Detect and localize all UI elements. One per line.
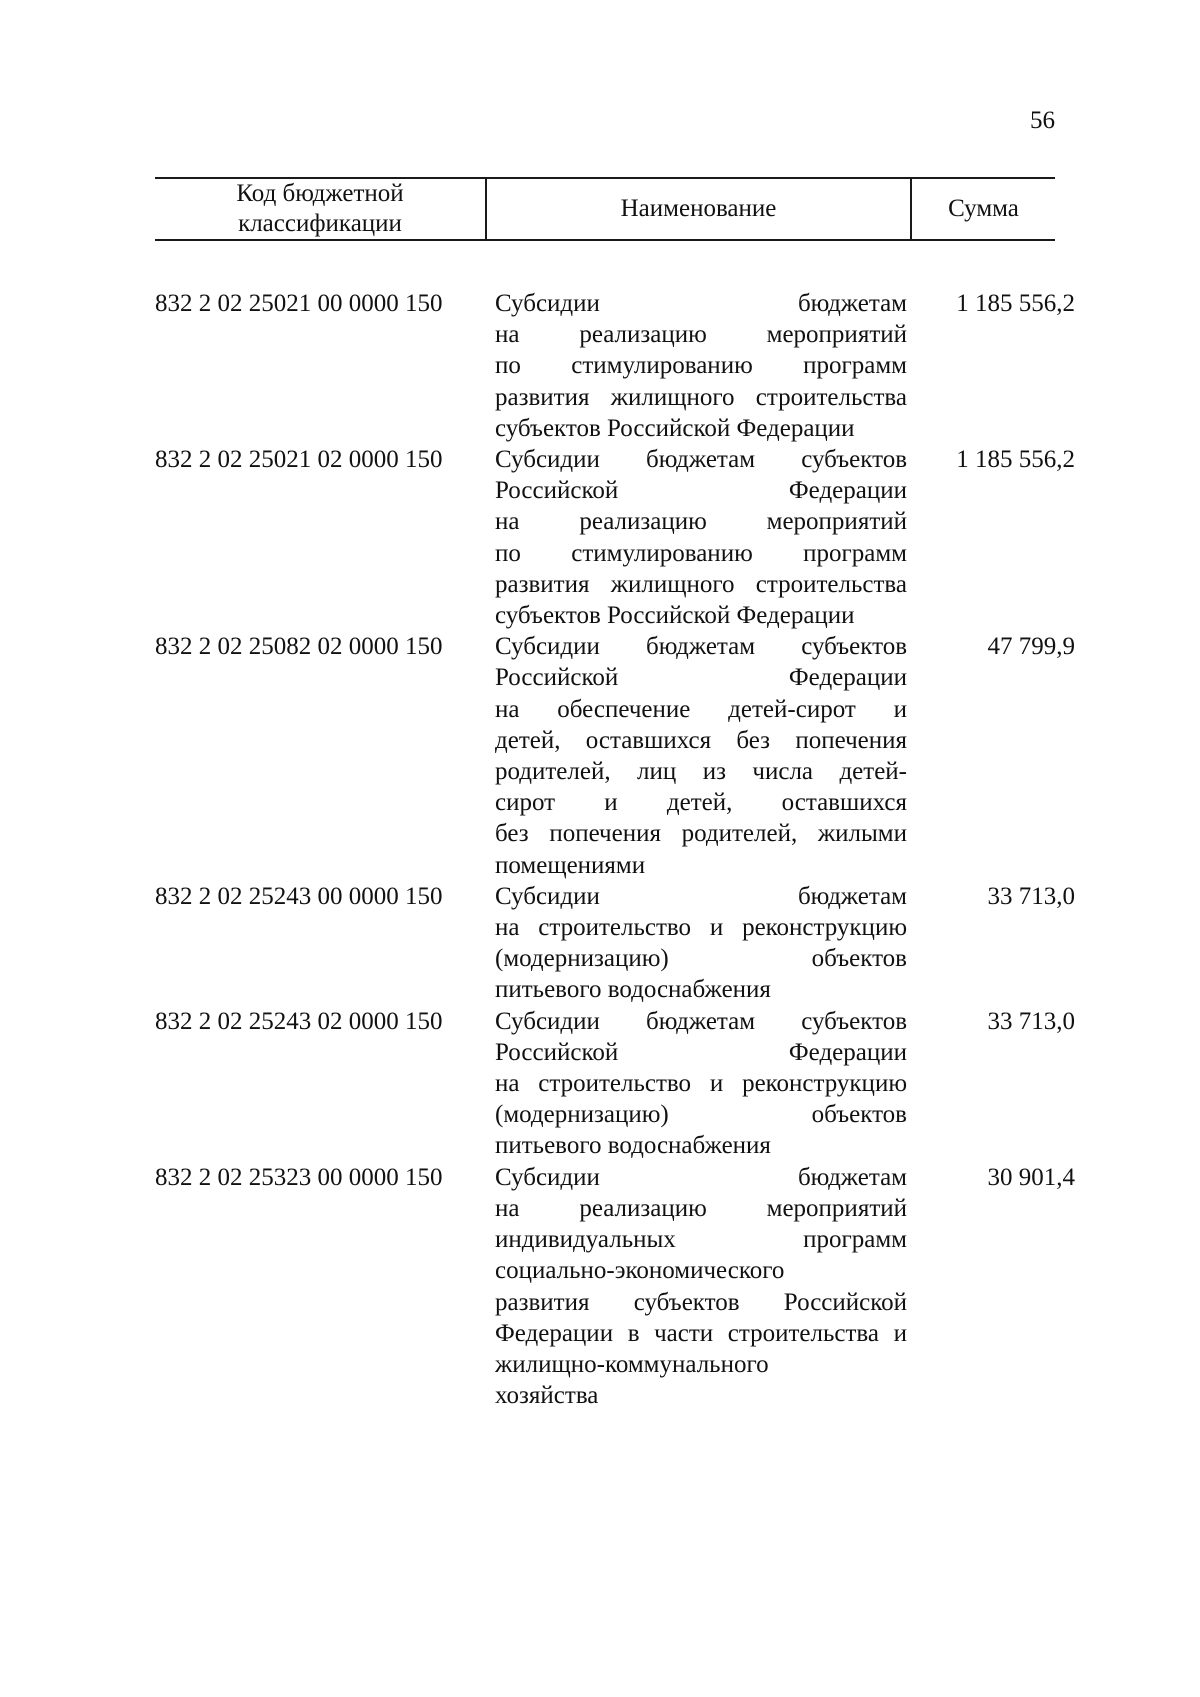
item-name-line: по стимулированию программ [495, 539, 907, 567]
item-name-line: Российской Федерации [495, 477, 907, 505]
item-name-line: Федерации в части строительства и [495, 1319, 907, 1347]
item-name-line: на реализацию мероприятий [495, 508, 907, 536]
item-name-line: Субсидии бюджетам субъектов [495, 633, 907, 661]
table-row [155, 444, 1075, 631]
item-name-line: на строительство и реконструкцию [495, 914, 907, 942]
table-row [155, 1006, 1075, 1162]
table-row [155, 631, 1075, 881]
header-code: Код бюджетной классификации [236, 180, 404, 237]
amount: 30 901,4 [987, 1163, 1075, 1191]
budget-code: 832 2 02 25323 00 0000 150 [155, 1163, 443, 1191]
item-name-line: (модернизацию) объектов [495, 1101, 907, 1129]
table-row [155, 1162, 1075, 1412]
item-name-line: развития субъектов Российской [495, 1288, 907, 1316]
item-name-line: социально-экономического [495, 1257, 785, 1285]
budget-code: 832 2 02 25021 02 0000 150 [155, 446, 443, 474]
amount: 33 713,0 [987, 1007, 1075, 1035]
item-name-line: Субсидии бюджетам субъектов [495, 1007, 907, 1035]
amount: 1 185 556,2 [956, 446, 1075, 474]
item-name-line: субъектов Российской Федерации [495, 414, 855, 442]
item-name-line: субъектов Российской Федерации [495, 602, 855, 630]
table-header [155, 177, 1055, 241]
item-name-line: Субсидии бюджетам субъектов [495, 446, 907, 474]
item-name [495, 1006, 907, 1162]
amount: 33 713,0 [987, 882, 1075, 910]
item-name-line: развития жилищного строительства [495, 383, 907, 411]
budget-code: 832 2 02 25243 00 0000 150 [155, 882, 443, 910]
budget-code: 832 2 02 25082 02 0000 150 [155, 633, 443, 661]
amount: 47 799,9 [987, 633, 1075, 661]
item-name-line: (модернизацию) объектов [495, 945, 907, 973]
item-name-line: без попечения родителей, жилыми [495, 820, 907, 848]
item-name-line: Субсидии бюджетам [495, 1163, 907, 1191]
item-name-line: на обеспечение детей-сирот и [495, 695, 907, 723]
item-name-line: на реализацию мероприятий [495, 321, 907, 349]
item-name-line: Российской Федерации [495, 664, 907, 692]
item-name-line: помещениями [495, 851, 646, 879]
item-name-line: Российской Федерации [495, 1038, 907, 1066]
table-body [155, 288, 1075, 1411]
item-name-line: жилищно-коммунального [495, 1350, 769, 1378]
budget-code: 832 2 02 25021 00 0000 150 [155, 290, 443, 317]
table-row [155, 288, 1075, 444]
item-name-line: развития жилищного строительства [495, 570, 907, 598]
item-name-line: Субсидии бюджетам [495, 882, 907, 910]
item-name-line: на строительство и реконструкцию [495, 1070, 907, 1098]
item-name-line: сирот и детей, оставшихся [495, 789, 907, 817]
header-name: Наименование [485, 179, 912, 239]
item-name [495, 881, 907, 1006]
item-name-line: Субсидии бюджетам [495, 290, 907, 317]
item-name [495, 1162, 907, 1412]
page-number: 56 [1030, 107, 1055, 134]
item-name-line: по стимулированию программ [495, 352, 907, 380]
item-name-line: детей, оставшихся без попечения [495, 726, 907, 754]
item-name-line: хозяйства [495, 1382, 599, 1410]
table-row [155, 881, 1075, 1006]
item-name-line: индивидуальных программ [495, 1226, 907, 1254]
item-name-line: на реализацию мероприятий [495, 1194, 907, 1222]
item-name [495, 288, 907, 444]
amount: 1 185 556,2 [956, 290, 1075, 317]
budget-code: 832 2 02 25243 02 0000 150 [155, 1007, 443, 1035]
item-name-line: питьевого водоснабжения [495, 976, 771, 1004]
item-name [495, 444, 907, 631]
item-name-line: питьевого водоснабжения [495, 1132, 771, 1160]
item-name [495, 631, 907, 881]
item-name-line: родителей, лиц из числа детей- [495, 758, 907, 786]
header-sum: Сумма [948, 195, 1019, 222]
